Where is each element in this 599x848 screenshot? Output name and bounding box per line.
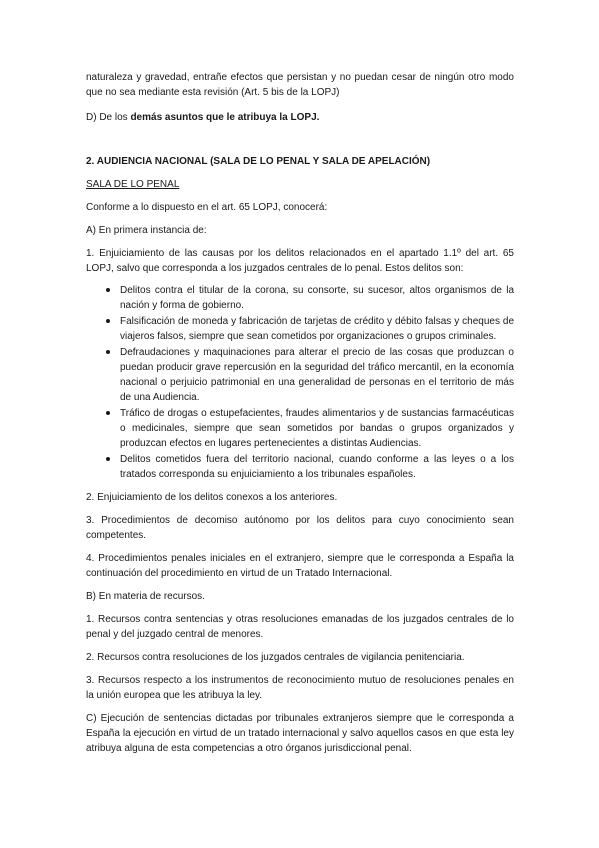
- bullet-icon: [106, 350, 110, 354]
- item-b2: 2. Recursos contra resoluciones de los juzgados centrales de vigilancia penitenciaria.: [86, 652, 465, 663]
- list-item: [86, 314, 514, 344]
- list-item-text: Delitos contra el titular de la corona, su consorte, su sucesor, altos organismos de la nación y forma de gobierno.: [120, 285, 514, 311]
- list-item-text: Tráfico de drogas o estupefacientes, fraudes alimentarios y de sustancias farmacéuticas o medicinales, siempre que sean sometidos por bandas o grupos organizados y produzcan efectos en lugares pertenecientes a distintas Audiencias.: [120, 408, 514, 449]
- intro-paragraph: Conforme a lo dispuesto en el art. 65 LOPJ, conocerá:: [86, 202, 328, 213]
- item-a4: 4. Procedimientos penales iniciales en el extranjero, siempre que le corresponda a España la continuación del procedimiento en virtud de un Tratado Internacional.: [86, 553, 514, 579]
- list-item-text: Defraudaciones y maquinaciones para alterar el precio de las cosas que produzcan o puedan producir grave repercusión en la seguridad del tráfico mercantil, en la economía nacional o perjuicio patrimonial en una generalidad de personas en el territorio de más de una Audiencia.: [120, 347, 514, 403]
- item-a1: 1. Enjuiciamiento de las causas por los delitos relacionados en el apartado 1.1º del art. 65 LOPJ, salvo que corresponda a los juzgados centrales de lo penal. Estos delitos son:: [86, 248, 514, 274]
- paragraph-d-prefix: D) De los: [86, 112, 131, 123]
- list-item-text: Falsificación de moneda y fabricación de tarjetas de crédito y débito falsas y cheques de viajeros falsos, siempre que sean cometidos por organizaciones o grupos criminales.: [120, 316, 514, 342]
- paragraph-continuation: naturaleza y gravedad, entrañe efectos que persistan y no puedan cesar de ningún otro modo que no sea mediante esta revisión (Art. 5 bis de la LOPJ): [86, 72, 514, 98]
- list-item: [86, 452, 514, 482]
- item-a3: 3. Procedimientos de decomiso autónomo por los delitos para cuyo conocimiento sean competentes.: [86, 515, 514, 541]
- item-b-title: B) En materia de recursos.: [86, 591, 205, 602]
- bullet-icon: [106, 411, 110, 415]
- paragraph-d: [86, 110, 514, 125]
- list-item: [86, 283, 514, 313]
- item-a2: 2. Enjuiciamiento de los delitos conexos a los anteriores.: [86, 492, 338, 503]
- subsection-heading: SALA DE LO PENAL: [86, 179, 180, 190]
- list-item: [86, 406, 514, 451]
- item-b1: 1. Recursos contra sentencias y otras resoluciones emanadas de los juzgados centrales de lo penal y del juzgado central de menores.: [86, 614, 514, 640]
- list-item-text: Delitos cometidos fuera del territorio nacional, cuando conforme a las leyes o a los tratados corresponda su enjuiciamiento a los tribunales españoles.: [120, 454, 514, 480]
- document-body: [86, 70, 514, 756]
- item-c: C) Ejecución de sentencias dictadas por tribunales extranjeros siempre que le corresponda a España la ejecución en virtud de un tratado internacional y salvo aquellos casos en que esta ley atribuya alguna de esta competencias a otro órganos jurisdiccional penal.: [86, 713, 514, 754]
- item-b3: 3. Recursos respecto a los instrumentos de reconocimiento mutuo de resoluciones penales en la unión europea que les atribuya la ley.: [86, 675, 514, 701]
- bullet-icon: [106, 457, 110, 461]
- list-item: [86, 345, 514, 405]
- section-heading: 2. AUDIENCIA NACIONAL (SALA DE LO PENAL Y SALA DE APELACIÓN): [86, 156, 431, 167]
- bullet-icon: [106, 319, 110, 323]
- paragraph-d-bold: demás asuntos que le atribuya la LOPJ.: [130, 112, 320, 123]
- item-a-title: A) En primera instancia de:: [86, 225, 207, 236]
- crime-list: [86, 283, 514, 482]
- bullet-icon: [106, 288, 110, 292]
